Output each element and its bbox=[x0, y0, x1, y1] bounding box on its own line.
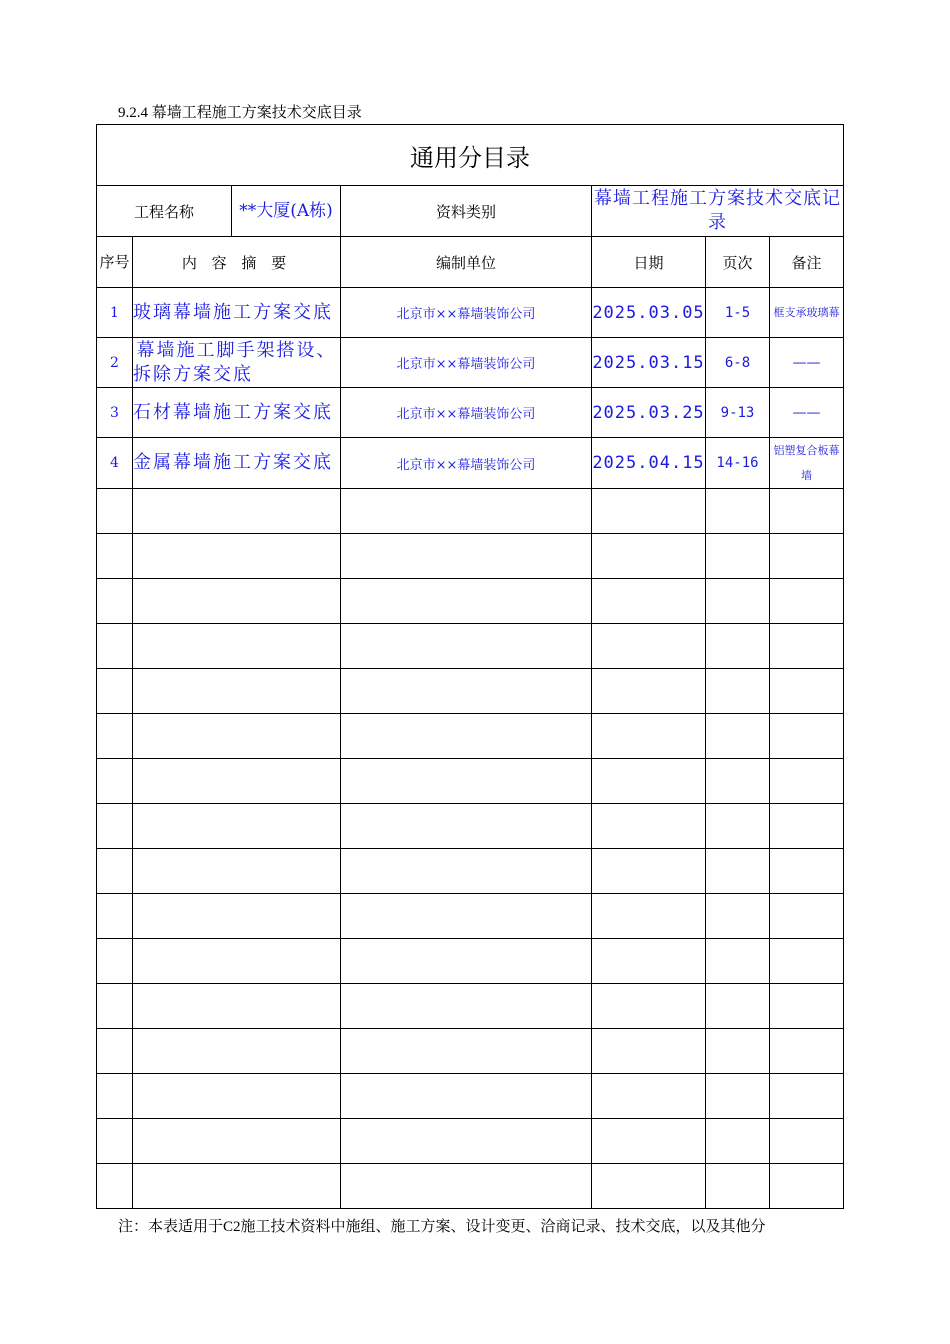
empty-seq-cell bbox=[97, 579, 133, 624]
empty-remark-cell bbox=[770, 534, 844, 579]
header-summary: 内 容 摘 要 bbox=[133, 237, 341, 288]
empty-date-cell bbox=[592, 894, 706, 939]
empty-summary-cell bbox=[133, 714, 341, 759]
empty-summary-cell bbox=[133, 894, 341, 939]
catalog-table bbox=[96, 124, 844, 1209]
empty-seq-cell bbox=[97, 534, 133, 579]
empty-summary-cell bbox=[133, 669, 341, 714]
empty-pages-cell bbox=[706, 984, 770, 1029]
empty-unit-cell bbox=[341, 759, 592, 804]
empty-summary-cell bbox=[133, 849, 341, 894]
table-row bbox=[97, 338, 844, 388]
empty-unit-cell bbox=[341, 579, 592, 624]
empty-row bbox=[97, 1164, 844, 1209]
empty-remark-cell bbox=[770, 984, 844, 1029]
empty-pages-cell bbox=[706, 804, 770, 849]
empty-unit-cell bbox=[341, 624, 592, 669]
empty-remark-cell bbox=[770, 579, 844, 624]
empty-unit-cell bbox=[341, 534, 592, 579]
empty-date-cell bbox=[592, 489, 706, 534]
empty-unit-cell bbox=[341, 984, 592, 1029]
empty-seq-cell bbox=[97, 1119, 133, 1164]
table-row bbox=[97, 438, 844, 489]
empty-pages-cell bbox=[706, 939, 770, 984]
empty-unit-cell bbox=[341, 714, 592, 759]
empty-row bbox=[97, 984, 844, 1029]
empty-row bbox=[97, 759, 844, 804]
empty-seq-cell bbox=[97, 1029, 133, 1074]
row-date: 2025.03.25 bbox=[592, 388, 706, 438]
empty-date-cell bbox=[592, 669, 706, 714]
empty-row bbox=[97, 714, 844, 759]
empty-seq-cell bbox=[97, 984, 133, 1029]
header-row bbox=[97, 237, 844, 288]
empty-seq-cell bbox=[97, 1074, 133, 1119]
row-date: 2025.03.15 bbox=[592, 338, 706, 388]
empty-seq-cell bbox=[97, 939, 133, 984]
empty-summary-cell bbox=[133, 1029, 341, 1074]
empty-date-cell bbox=[592, 849, 706, 894]
table-title: 通用分目录 bbox=[97, 125, 844, 186]
empty-unit-cell bbox=[341, 1074, 592, 1119]
row-date: 2025.04.15 bbox=[592, 438, 706, 489]
empty-unit-cell bbox=[341, 849, 592, 894]
project-name-value: **大厦(A栋) bbox=[232, 186, 341, 237]
empty-row bbox=[97, 579, 844, 624]
empty-remark-cell bbox=[770, 849, 844, 894]
empty-unit-cell bbox=[341, 939, 592, 984]
empty-seq-cell bbox=[97, 804, 133, 849]
empty-date-cell bbox=[592, 1119, 706, 1164]
row-remark: —— bbox=[770, 388, 844, 438]
row-date: 2025.03.05 bbox=[592, 288, 706, 338]
empty-remark-cell bbox=[770, 669, 844, 714]
empty-summary-cell bbox=[133, 1074, 341, 1119]
row-pages: 1-5 bbox=[706, 288, 770, 338]
empty-row bbox=[97, 1074, 844, 1119]
empty-date-cell bbox=[592, 984, 706, 1029]
row-remark: —— bbox=[770, 338, 844, 388]
row-summary: 玻璃幕墙施工方案交底 bbox=[133, 288, 341, 338]
empty-pages-cell bbox=[706, 1119, 770, 1164]
row-seq: 1 bbox=[97, 288, 133, 338]
empty-summary-cell bbox=[133, 939, 341, 984]
empty-remark-cell bbox=[770, 489, 844, 534]
empty-summary-cell bbox=[133, 984, 341, 1029]
empty-unit-cell bbox=[341, 669, 592, 714]
empty-row bbox=[97, 534, 844, 579]
empty-remark-cell bbox=[770, 1074, 844, 1119]
empty-row bbox=[97, 849, 844, 894]
empty-row bbox=[97, 894, 844, 939]
empty-summary-cell bbox=[133, 1164, 341, 1209]
row-seq: 2 bbox=[97, 338, 133, 388]
empty-remark-cell bbox=[770, 804, 844, 849]
empty-summary-cell bbox=[133, 489, 341, 534]
row-pages: 14-16 bbox=[706, 438, 770, 489]
empty-pages-cell bbox=[706, 849, 770, 894]
header-date: 日期 bbox=[592, 237, 706, 288]
empty-summary-cell bbox=[133, 534, 341, 579]
row-remark: 框支承玻璃幕 bbox=[770, 288, 844, 338]
empty-remark-cell bbox=[770, 1164, 844, 1209]
empty-row bbox=[97, 489, 844, 534]
empty-pages-cell bbox=[706, 1074, 770, 1119]
empty-pages-cell bbox=[706, 759, 770, 804]
header-pages: 页次 bbox=[706, 237, 770, 288]
empty-unit-cell bbox=[341, 1164, 592, 1209]
row-unit: 北京市××幕墙装饰公司 bbox=[341, 288, 592, 338]
empty-remark-cell bbox=[770, 1119, 844, 1164]
empty-unit-cell bbox=[341, 804, 592, 849]
empty-remark-cell bbox=[770, 939, 844, 984]
empty-unit-cell bbox=[341, 1029, 592, 1074]
project-name-label: 工程名称 bbox=[97, 186, 232, 237]
empty-seq-cell bbox=[97, 714, 133, 759]
empty-date-cell bbox=[592, 1164, 706, 1209]
empty-pages-cell bbox=[706, 489, 770, 534]
empty-seq-cell bbox=[97, 669, 133, 714]
footnote: 注：本表适用于C2施工技术资料中施组、施工方案、设计变更、洽商记录、技术交底，以及其他分 bbox=[118, 1219, 766, 1235]
empty-row bbox=[97, 624, 844, 669]
category-label: 资料类别 bbox=[341, 186, 592, 237]
title-row bbox=[97, 125, 844, 186]
row-unit: 北京市××幕墙装饰公司 bbox=[341, 338, 592, 388]
empty-date-cell bbox=[592, 624, 706, 669]
row-unit: 北京市××幕墙装饰公司 bbox=[341, 388, 592, 438]
empty-summary-cell bbox=[133, 579, 341, 624]
row-remark: 铝塑复合板幕墙 bbox=[770, 438, 844, 489]
empty-seq-cell bbox=[97, 759, 133, 804]
empty-row bbox=[97, 804, 844, 849]
row-unit: 北京市××幕墙装饰公司 bbox=[341, 438, 592, 489]
empty-pages-cell bbox=[706, 1164, 770, 1209]
empty-seq-cell bbox=[97, 489, 133, 534]
empty-summary-cell bbox=[133, 624, 341, 669]
header-seq: 序号 bbox=[97, 237, 133, 288]
empty-date-cell bbox=[592, 714, 706, 759]
empty-row bbox=[97, 939, 844, 984]
empty-unit-cell bbox=[341, 894, 592, 939]
empty-pages-cell bbox=[706, 669, 770, 714]
row-seq: 3 bbox=[97, 388, 133, 438]
section-heading: 9.2.4 幕墙工程施工方案技术交底目录 bbox=[118, 105, 362, 121]
empty-summary-cell bbox=[133, 759, 341, 804]
row-seq: 4 bbox=[97, 438, 133, 489]
empty-remark-cell bbox=[770, 714, 844, 759]
category-value: 幕墙工程施工方案技术交底记录 bbox=[592, 186, 844, 237]
empty-row bbox=[97, 1029, 844, 1074]
project-info-row bbox=[97, 186, 844, 237]
empty-seq-cell bbox=[97, 894, 133, 939]
empty-date-cell bbox=[592, 579, 706, 624]
empty-pages-cell bbox=[706, 1029, 770, 1074]
empty-remark-cell bbox=[770, 1029, 844, 1074]
row-pages: 9-13 bbox=[706, 388, 770, 438]
empty-row bbox=[97, 669, 844, 714]
empty-unit-cell bbox=[341, 1119, 592, 1164]
empty-pages-cell bbox=[706, 894, 770, 939]
empty-date-cell bbox=[592, 1029, 706, 1074]
empty-summary-cell bbox=[133, 804, 341, 849]
empty-seq-cell bbox=[97, 849, 133, 894]
empty-date-cell bbox=[592, 534, 706, 579]
empty-remark-cell bbox=[770, 759, 844, 804]
header-remark: 备注 bbox=[770, 237, 844, 288]
table-row bbox=[97, 288, 844, 338]
empty-pages-cell bbox=[706, 579, 770, 624]
empty-seq-cell bbox=[97, 1164, 133, 1209]
header-unit: 编制单位 bbox=[341, 237, 592, 288]
row-summary: 金属幕墙施工方案交底 bbox=[133, 438, 341, 489]
empty-pages-cell bbox=[706, 534, 770, 579]
empty-unit-cell bbox=[341, 489, 592, 534]
row-summary: 幕墙施工脚手架搭设、拆除方案交底 bbox=[133, 338, 341, 388]
empty-pages-cell bbox=[706, 624, 770, 669]
empty-date-cell bbox=[592, 804, 706, 849]
table-row bbox=[97, 388, 844, 438]
empty-summary-cell bbox=[133, 1119, 341, 1164]
empty-remark-cell bbox=[770, 894, 844, 939]
empty-date-cell bbox=[592, 759, 706, 804]
row-summary: 石材幕墙施工方案交底 bbox=[133, 388, 341, 438]
empty-row bbox=[97, 1119, 844, 1164]
empty-seq-cell bbox=[97, 624, 133, 669]
empty-pages-cell bbox=[706, 714, 770, 759]
empty-date-cell bbox=[592, 1074, 706, 1119]
empty-date-cell bbox=[592, 939, 706, 984]
empty-remark-cell bbox=[770, 624, 844, 669]
row-pages: 6-8 bbox=[706, 338, 770, 388]
